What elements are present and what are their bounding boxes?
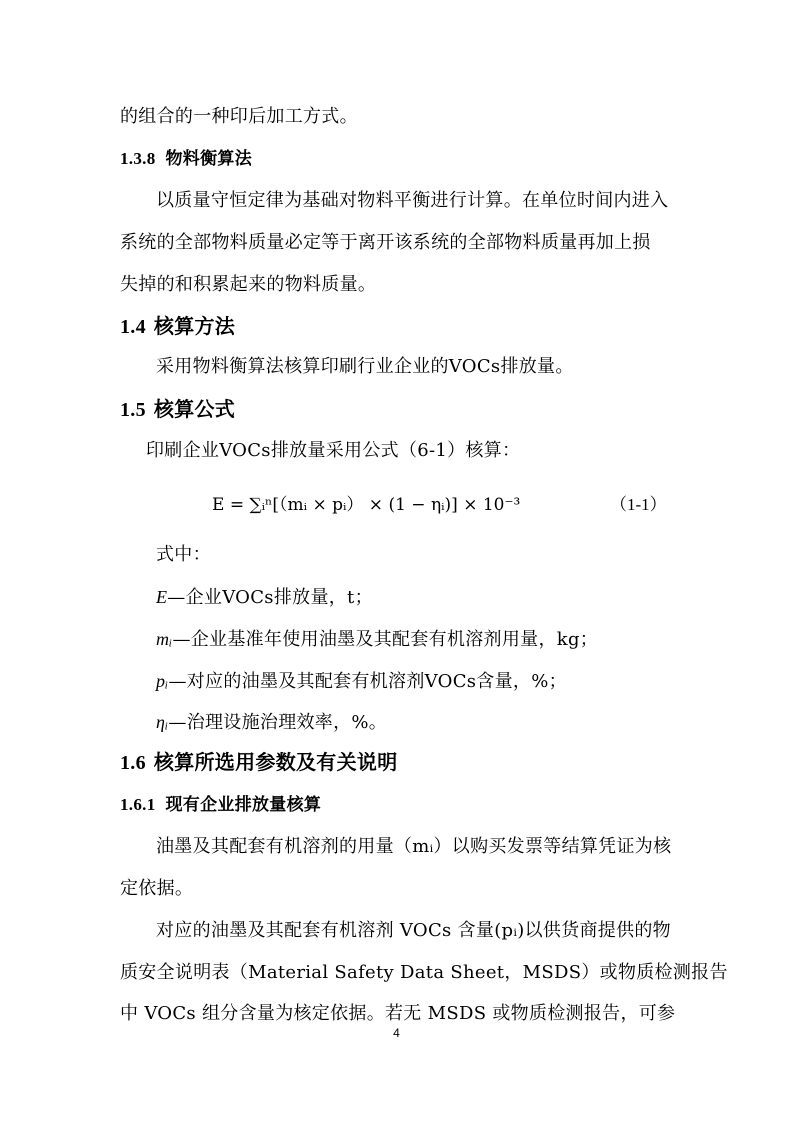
section-heading-1-5 (120, 395, 675, 424)
variable-symbol: E (156, 587, 168, 607)
section-title: 核算公式 (153, 397, 236, 421)
variable-description: —企业VOCs排放量，t； (167, 587, 373, 608)
paragraph-line: 采用物料衡算法核算印刷行业企业的VOCs排放量。 (156, 356, 574, 377)
paragraph-line: 油墨及其配套有机溶剂的用量（mᵢ）以购买发票等结算凭证为核 (156, 836, 672, 857)
variable-definition-e (156, 584, 676, 611)
section-number: 1.6 (120, 752, 146, 774)
section-number: 1.5 (120, 399, 146, 421)
paragraph-line: 系统的全部物料质量必定等于离开该系统的全部物料质量再加上损 (120, 232, 651, 253)
section-title: 物料衡算法 (165, 149, 252, 169)
formula: E = ∑ᵢⁿ[（mᵢ × pᵢ） × (1 − ηᵢ)] × 10⁻³ (212, 495, 521, 515)
paragraph-line: 以质量守恒定律为基础对物料平衡进行计算。在单位时间内进入 (156, 190, 669, 211)
section-heading-1-6-1 (120, 792, 675, 818)
page-number: 4 (393, 1026, 400, 1040)
section-title: 核算方法 (153, 314, 236, 338)
where-label: 式中： (156, 544, 211, 565)
section-title: 现有企业排放量核算 (165, 795, 322, 815)
paragraph-line: 定依据。 (120, 878, 194, 899)
variable-symbol: pᵢ (156, 671, 169, 691)
paragraph-line: 中 VOCs 组分含量为核定依据。若无 MSDS 或物质检测报告，可参 (120, 1003, 676, 1024)
variable-description: —企业基准年使用油墨及其配套有机溶剂用量，kg； (172, 629, 599, 650)
paragraph-line: 质安全说明表（Material Safety Data Sheet，MSDS）或物质检测报告 (120, 962, 728, 983)
paragraph-line: 印刷企业VOCs排放量采用公式（6-1）核算： (146, 440, 521, 461)
section-number: 1.4 (120, 316, 146, 338)
section-heading-1-3-8 (120, 146, 675, 172)
variable-definition-p (156, 668, 676, 695)
section-title: 核算所选用参数及有关说明 (153, 750, 398, 774)
section-number: 1.6.1 (120, 795, 156, 814)
formula-number: （1-1） (610, 495, 667, 514)
variable-symbol: mᵢ (156, 629, 173, 649)
variable-definition-eta (156, 709, 676, 736)
text-line: 的组合的一种印后加工方式。 (120, 106, 358, 127)
variable-description: —治理设施治理效率，%。 (168, 712, 388, 733)
section-heading-1-4 (120, 312, 675, 341)
variable-description: —对应的油墨及其配套有机溶剂VOCs含量，%； (168, 671, 567, 692)
variable-symbol: ηᵢ (156, 712, 169, 732)
section-number: 1.3.8 (120, 149, 156, 168)
paragraph-line: 失掉的和积累起来的物料质量。 (120, 274, 377, 295)
section-heading-1-6 (120, 748, 675, 777)
paragraph-line: 对应的油墨及其配套有机溶剂 VOCs 含量(pᵢ)以供货商提供的物 (156, 920, 671, 941)
variable-definition-m (156, 626, 676, 653)
